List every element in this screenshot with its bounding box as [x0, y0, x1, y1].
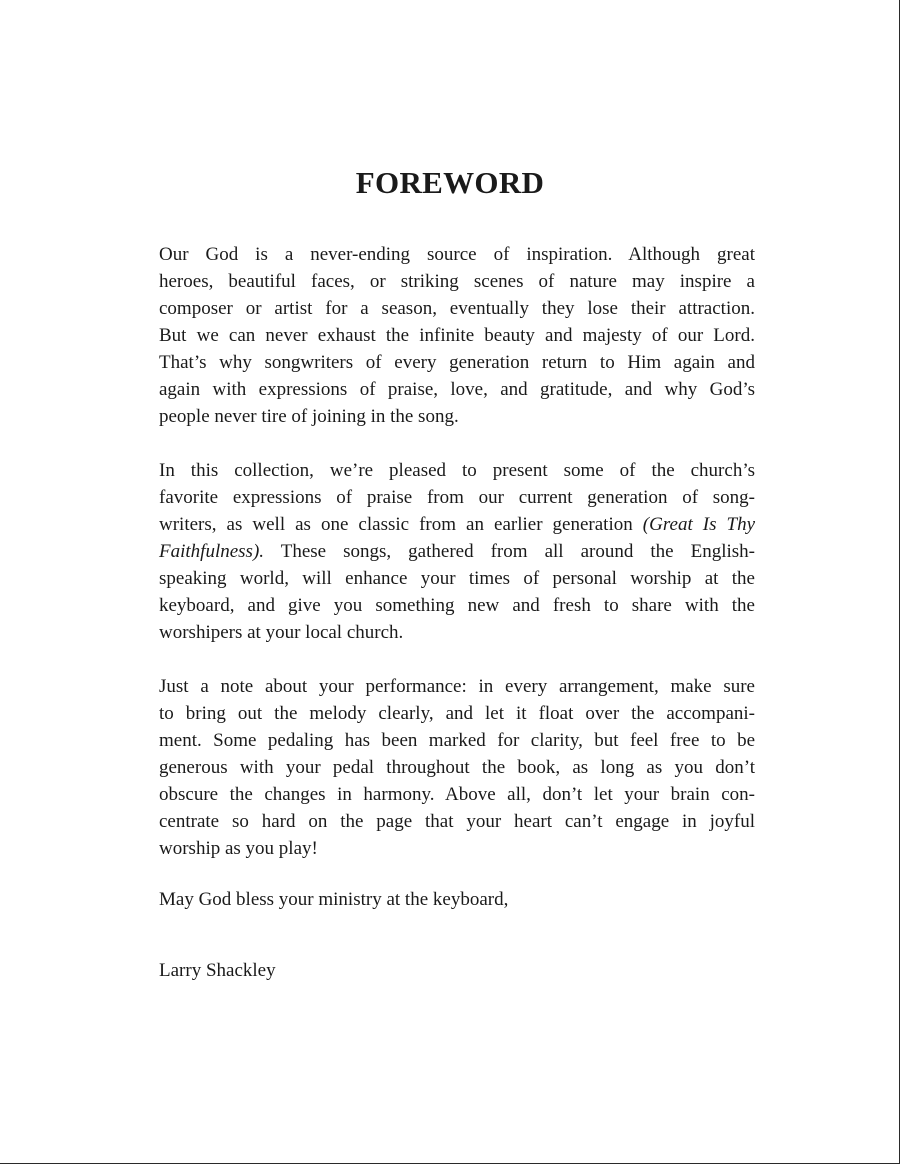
text-line: favorite expressions of praise from our current generation of song-	[159, 487, 755, 508]
text-line: heroes, beautiful faces, or striking scenes of nature may inspire a	[159, 271, 755, 292]
text-line: people never tire of joining in the song.	[159, 406, 459, 427]
paragraph-spacer	[159, 430, 755, 457]
text-line: again with expressions of praise, love, and gratitude, and why God’s	[159, 379, 755, 400]
signoff: May God bless your ministry at the keyboard,	[159, 889, 509, 910]
text-line: composer or artist for a season, eventually they lose their attraction.	[159, 298, 755, 319]
text-line: That’s why songwriters of every generation return to Him again and	[159, 352, 755, 373]
text-line: to bring out the melody clearly, and let it float over the accompani-	[159, 703, 755, 724]
page-title: FOREWORD	[355, 165, 545, 200]
paragraph-2	[159, 457, 755, 646]
italic-title-segment: Faithfulness).	[159, 541, 265, 562]
text-line-mixed	[159, 538, 755, 565]
text-line: generous with your pedal throughout the book, as long as you don’t	[159, 757, 755, 778]
text-line: keyboard, and give you something new and fresh to share with the	[159, 595, 755, 616]
text-segment: writers, as well as one classic from an earlier generation	[159, 514, 633, 535]
italic-title-segment: (Great Is Thy	[642, 514, 756, 535]
text-line-mixed	[159, 511, 755, 538]
text-line: ment. Some pedaling has been marked for clarity, but feel free to be	[159, 730, 755, 751]
text-line: Our God is a never-ending source of inspiration. Although great	[159, 244, 755, 265]
foreword-body	[159, 241, 755, 862]
text-line: worship as you play!	[159, 838, 318, 859]
text-line: Just a note about your performance: in every arrangement, make sure	[159, 676, 755, 697]
text-segment: These songs, gathered from all around the English-	[280, 541, 755, 562]
paragraph-spacer	[159, 646, 755, 673]
paragraph-3	[159, 673, 755, 862]
text-line: But we can never exhaust the infinite beauty and majesty of our Lord.	[159, 325, 755, 346]
text-line: worshipers at your local church.	[159, 622, 404, 643]
text-line: centrate so hard on the page that your heart can’t engage in joyful	[159, 811, 755, 832]
text-line: speaking world, will enhance your times of personal worship at the	[159, 568, 755, 589]
author-signature: Larry Shackley	[159, 960, 276, 981]
text-line: obscure the changes in harmony. Above all, don’t let your brain con-	[159, 784, 755, 805]
text-line: In this collection, we’re pleased to present some of the church’s	[159, 460, 755, 481]
paragraph-1	[159, 241, 755, 430]
